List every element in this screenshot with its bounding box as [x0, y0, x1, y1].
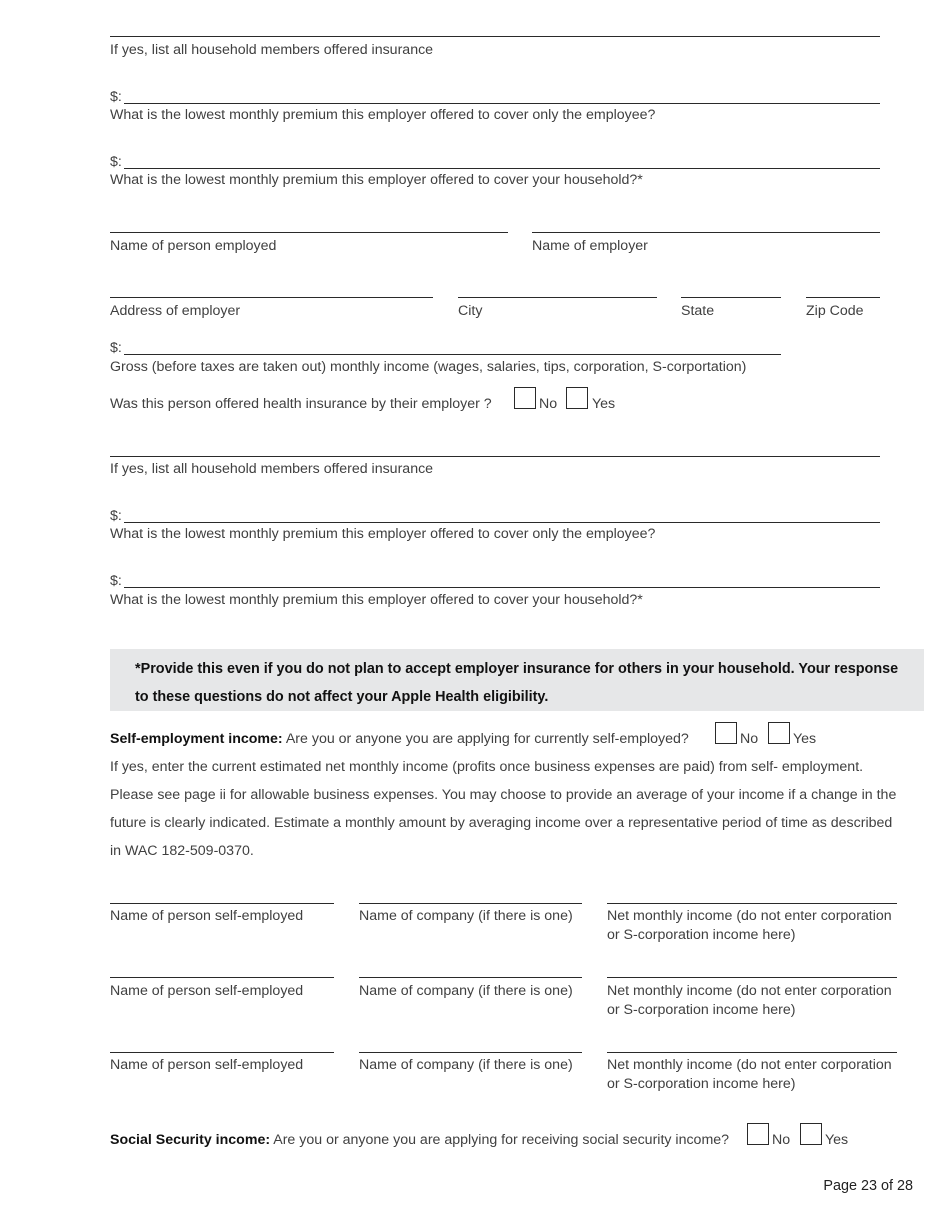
self-employment-question: Are you or anyone you are applying for currently self-employed?: [285, 731, 689, 747]
net-income-label-line1: Net monthly income (do not enter corporation: [607, 983, 892, 999]
self-employed-person-label-2: Name of person self-employed: [110, 983, 304, 999]
dollar-sign: $:: [110, 573, 122, 589]
name-employer-field[interactable]: [532, 232, 880, 233]
company-field-1[interactable]: [359, 903, 582, 904]
social-security-heading: Social Security income:: [110, 1132, 271, 1148]
name-person-employed-label: Name of person employed: [110, 238, 277, 254]
self-employed-person-label-3: Name of person self-employed: [110, 1057, 304, 1073]
address-employer-label: Address of employer: [110, 303, 241, 319]
net-income-label-1: [607, 907, 892, 944]
note-text: *Provide this even if you do not plan to accept employer insurance for others in your household. Your response to these questions do not affect your Apple Health eligibility.: [135, 661, 899, 705]
state-label: State: [681, 303, 715, 319]
company-label-2: Name of company (if there is one): [359, 983, 573, 999]
address-employer-field[interactable]: [110, 297, 433, 298]
social-security-yes-checkbox[interactable]: [800, 1123, 822, 1145]
company-label-1: Name of company (if there is one): [359, 908, 573, 924]
net-income-field-2[interactable]: [607, 977, 897, 978]
premium-household-field-1[interactable]: [124, 168, 880, 169]
zip-label: Zip Code: [806, 303, 864, 319]
premium-household-label-2: What is the lowest monthly premium this employer offered to cover your household?*: [110, 592, 643, 608]
social-security-question-row: [110, 1131, 729, 1149]
net-income-label-3: [607, 1056, 892, 1093]
city-field[interactable]: [458, 297, 657, 298]
social-security-no-checkbox[interactable]: [747, 1123, 769, 1145]
name-employer-label: Name of employer: [532, 238, 648, 254]
state-field[interactable]: [681, 297, 781, 298]
self-employment-instructions: If yes, enter the current estimated net monthly income (profits once business expenses are paid) from self- employment. Please see page ii for allowable business expenses. You may choose to provide an average of your income if a change in the future is clearly indicated. Estimate a monthly amount by averaging income over a representative period of time as described in WAC 182-509-0370.: [110, 759, 897, 859]
gross-income-field[interactable]: [124, 354, 781, 355]
net-income-label-line2: or S-corporation income here): [607, 1001, 796, 1018]
gross-income-label: Gross (before taxes are taken out) monthly income (wages, salaries, tips, corporation, S-corportation): [110, 359, 747, 375]
name-person-employed-field[interactable]: [110, 232, 508, 233]
net-income-label-line2: or S-corporation income here): [607, 926, 796, 943]
household-members-label-2: If yes, list all household members offered insurance: [110, 461, 434, 477]
self-employed-person-field-1[interactable]: [110, 903, 334, 904]
self-employed-person-field-3[interactable]: [110, 1052, 334, 1053]
net-income-field-3[interactable]: [607, 1052, 897, 1053]
self-employed-yes-label: Yes: [793, 731, 817, 747]
premium-employee-field-1[interactable]: [124, 103, 880, 104]
net-income-field-1[interactable]: [607, 903, 897, 904]
self-employed-person-field-2[interactable]: [110, 977, 334, 978]
city-label: City: [458, 303, 483, 319]
premium-household-field-2[interactable]: [124, 587, 880, 588]
premium-household-label-1: What is the lowest monthly premium this employer offered to cover your household?*: [110, 172, 643, 188]
social-security-yes-label: Yes: [825, 1132, 849, 1148]
self-employed-no-label: No: [740, 731, 759, 747]
net-income-label-line2: or S-corporation income here): [607, 1075, 796, 1092]
page-number: Page 23 of 28: [823, 1178, 913, 1194]
net-income-label-line1: Net monthly income (do not enter corporation: [607, 1057, 892, 1073]
self-employment-question-row: [110, 730, 689, 748]
household-members-line-2[interactable]: [110, 456, 880, 457]
household-members-line-1[interactable]: [110, 36, 880, 37]
self-employed-person-label-1: Name of person self-employed: [110, 908, 304, 924]
dollar-sign: $:: [110, 89, 122, 105]
self-employed-yes-checkbox[interactable]: [768, 722, 790, 744]
household-members-label-1: If yes, list all household members offered insurance: [110, 42, 434, 58]
offered-no-checkbox[interactable]: [514, 387, 536, 409]
company-label-3: Name of company (if there is one): [359, 1057, 573, 1073]
social-security-question: Are you or anyone you are applying for receiving social security income?: [273, 1132, 730, 1148]
offered-yes-label: Yes: [592, 396, 616, 412]
premium-employee-label-2: What is the lowest monthly premium this employer offered to cover only the employee?: [110, 526, 656, 542]
self-employment-heading: Self-employment income:: [110, 731, 283, 747]
net-income-label-line1: Net monthly income (do not enter corporation: [607, 908, 892, 924]
dollar-sign: $:: [110, 340, 122, 356]
premium-employee-label-1: What is the lowest monthly premium this employer offered to cover only the employee?: [110, 107, 656, 123]
note-box: [110, 649, 924, 711]
net-income-label-2: [607, 982, 892, 1019]
company-field-3[interactable]: [359, 1052, 582, 1053]
self-employed-no-checkbox[interactable]: [715, 722, 737, 744]
offered-no-label: No: [539, 396, 558, 412]
premium-employee-field-2[interactable]: [124, 522, 880, 523]
dollar-sign: $:: [110, 508, 122, 524]
offered-yes-checkbox[interactable]: [566, 387, 588, 409]
company-field-2[interactable]: [359, 977, 582, 978]
offered-insurance-question: Was this person offered health insurance by their employer ?: [110, 396, 492, 412]
dollar-sign: $:: [110, 154, 122, 170]
social-security-no-label: No: [772, 1132, 791, 1148]
zip-field[interactable]: [806, 297, 880, 298]
